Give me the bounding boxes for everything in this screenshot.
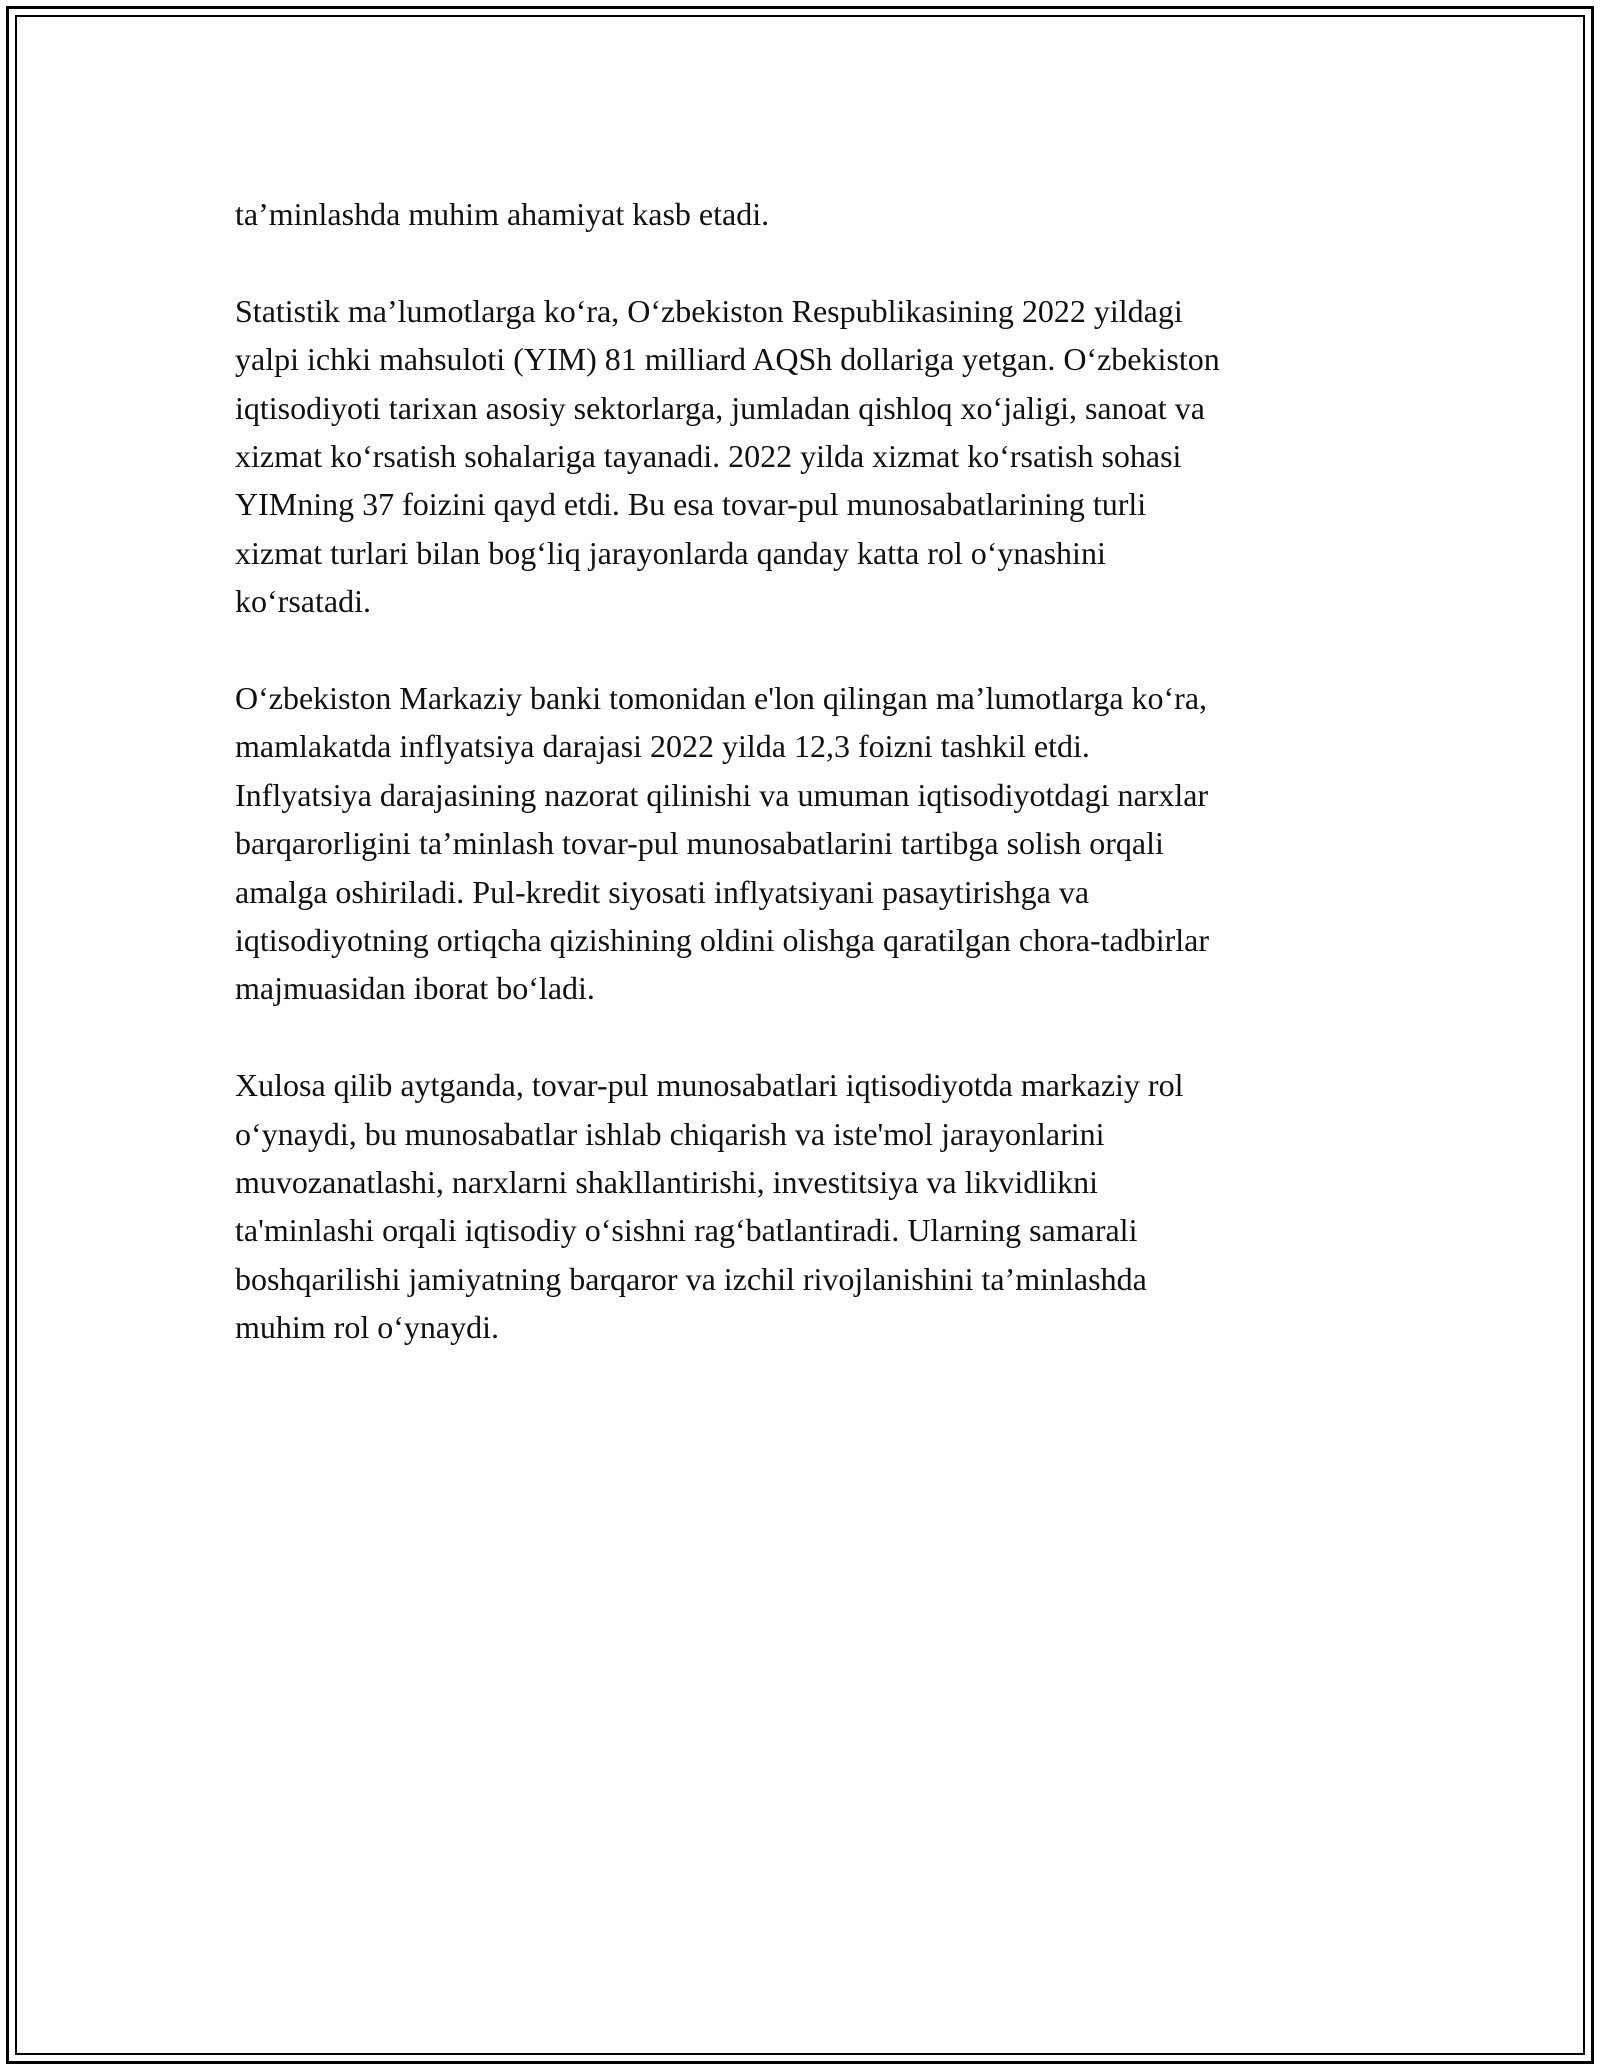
text-line: Xulosa qilib aytganda, tovar-pul munosabatlari iqtisodiyotda markaziy rol	[235, 1067, 1184, 1104]
text-line: Inflyatsiya darajasining nazorat qilinishi va umuman iqtisodiyotdagi narxlar	[235, 776, 1209, 813]
text-line: boshqarilishi jamiyatning barqaror va izchil rivojlanishini ta’minlashda	[235, 1260, 1147, 1297]
text-line: xizmat ko‘rsatish sohalariga tayanadi. 2022 yilda xizmat ko‘rsatish sohasi	[235, 438, 1182, 475]
text-line: Statistik ma’lumotlarga ko‘ra, O‘zbekiston Respublikasining 2022 yildagi	[235, 292, 1183, 329]
text-line: ta'minlashi orqali iqtisodiy o‘sishni rag‘batlantiradi. Ularning samarali	[235, 1212, 1138, 1249]
text-line: xizmat turlari bilan bog‘liq jarayonlarda qanday katta rol o‘ynashini	[235, 534, 1106, 571]
paragraph-conclusion	[235, 1061, 1375, 1351]
paragraph-intro-continuation	[235, 190, 1375, 238]
text-line: iqtisodiyoti tarixan asosiy sektorlarga, jumladan qishloq xo‘jaligi, sanoat va	[235, 389, 1205, 426]
paragraph-gdp-statistics	[235, 287, 1375, 626]
text-line: ko‘rsatadi.	[235, 583, 371, 620]
text-line: muhim rol o‘ynaydi.	[235, 1309, 499, 1346]
text-line: mamlakatda inflyatsiya darajasi 2022 yilda 12,3 foizni tashkil etdi.	[235, 728, 1090, 765]
text-line: yalpi ichki mahsuloti (YIM) 81 milliard AQSh dollariga yetgan. O‘zbekiston	[235, 341, 1220, 378]
text-line: barqarorligini ta’minlash tovar-pul munosabatlarini tartibga solish orqali	[235, 825, 1164, 862]
paragraph-inflation	[235, 674, 1375, 1013]
text-line: muvozanatlashi, narxlarni shakllantirishi, investitsiya va likvidlikni	[235, 1164, 1098, 1201]
text-line: YIMning 37 foizini qayd etdi. Bu esa tovar-pul munosabatlarining turli	[235, 486, 1147, 523]
text-line: ta’minlashda muhim ahamiyat kasb etadi.	[235, 196, 770, 232]
text-line: amalga oshiriladi. Pul-kredit siyosati inflyatsiyani pasaytirishga va	[235, 873, 1090, 910]
text-line: o‘ynaydi, bu munosabatlar ishlab chiqarish va iste'mol jarayonlarini	[235, 1115, 1105, 1152]
text-line: iqtisodiyotning ortiqcha qizishining oldini olishga qaratilgan chora-tadbirlar	[235, 922, 1210, 959]
text-line: majmuasidan iborat bo‘ladi.	[235, 970, 595, 1007]
document-body	[235, 190, 1375, 1400]
text-line: O‘zbekiston Markaziy banki tomonidan e'lon qilingan ma’lumotlarga ko‘ra,	[235, 680, 1208, 717]
